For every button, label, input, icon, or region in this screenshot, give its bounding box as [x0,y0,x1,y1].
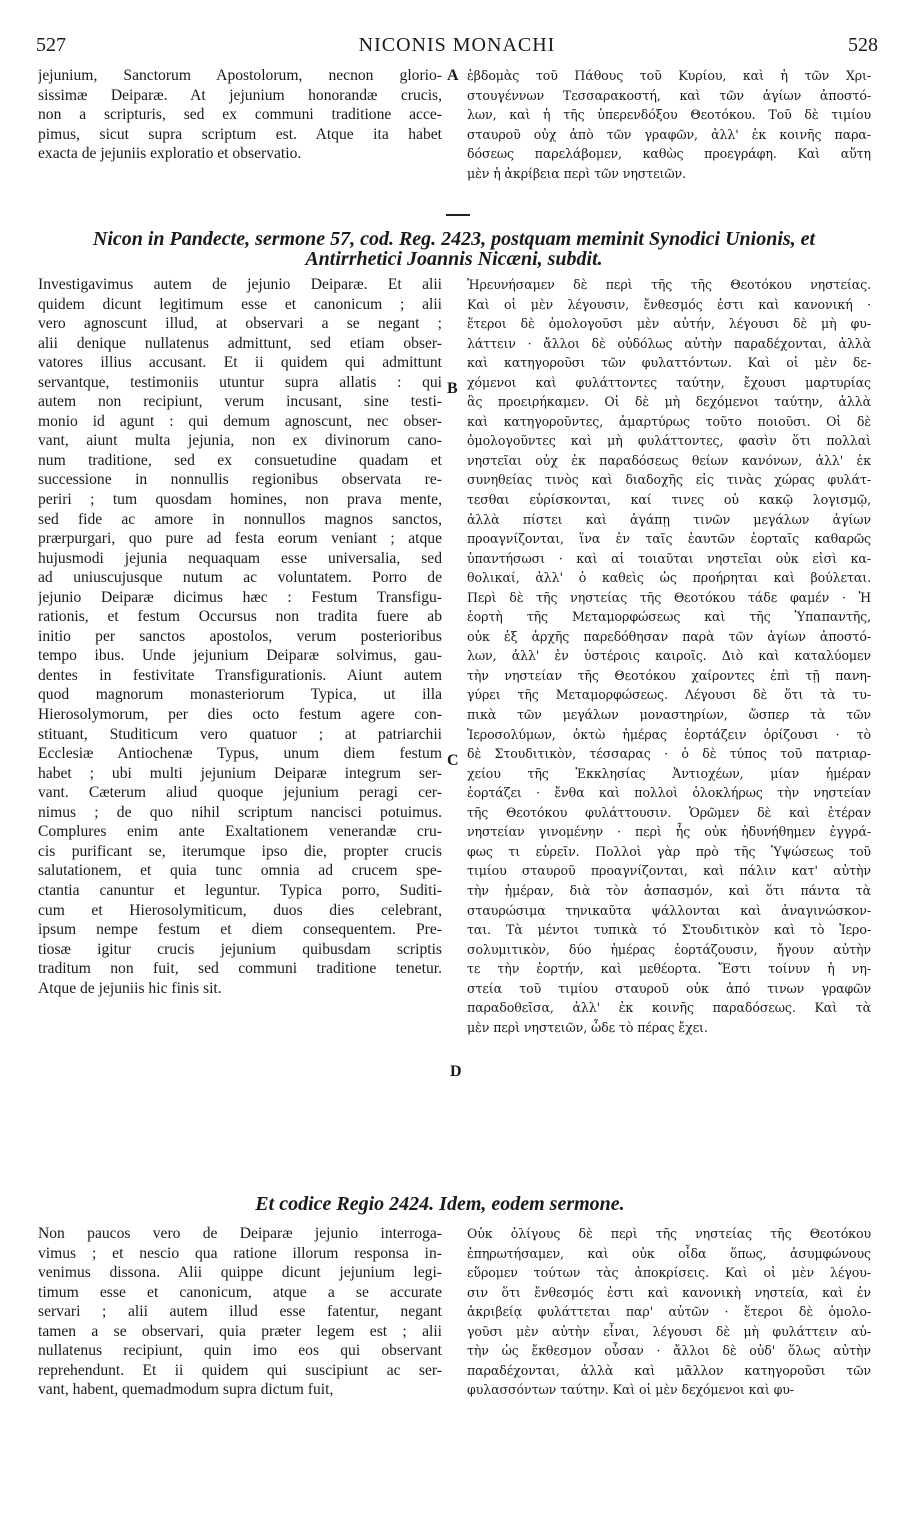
text-line: χείου τῆς Ἐκκλησίας Ἀντιοχέων, μίαν ἡμέραν [467,765,871,781]
text-line: sed fide ac amore in nonnullos magnos sanctos, [38,510,442,528]
text-line: exacta de jejuniis exploratio et observatio. [38,145,302,163]
text-line: ctantia canuntur et leguntur. Typica porro, Suditi- [38,881,442,899]
text-line: εὕρομεν τούτων τὰς ἀποκρίσεις. Καὶ οἱ μὲν λέγου- [467,1265,871,1281]
text-line: ὁμολογοῦντες καὶ μὴ φυλάττοντες, φασὶν ὅτι πολλαὶ [467,433,871,449]
text-line: vero agnoscunt illud, at observari a se negant ; [38,315,442,333]
section3-latin-column [38,1224,442,1400]
text-line: ipsum nempe festum et diem consequentem. Pre- [38,921,442,939]
page-number-right: 528 [848,34,878,56]
section2-greek-column [467,275,871,1037]
text-line: φυλασσόντων ταύτην. Καὶ οἱ μὲν δεχόμενοι καὶ φυ- [467,1382,795,1398]
text-line: δὲ Στουδιτικὸν, τέσσαρας · ὁ δὲ τύπος τοῦ πατριαρ- [467,746,871,762]
text-line: vant, aiunt multa jejunia, non ex divinorum cano- [38,432,442,450]
text-line: Non paucos vero de Deiparæ jejunio interroga- [38,1225,442,1242]
text-line: rationis, et festum Occursus non tradita fuere ab [38,608,442,626]
text-line: χόμενοι καὶ φυλάττοντες ταύτην, ἔχουσι μαρτυρίας [467,374,871,390]
section-title-1: Nicon in Pandecte, sermone 57, cod. Reg. 2423, postquam meminit Synodici Unionis, et [92,228,816,250]
text-line: μὲν ἡ ἀκρίβεια περὶ τῶν νηστειῶν. [467,165,687,181]
section1-latin-column [38,66,442,164]
margin-marker-d: D [450,1063,462,1080]
text-line: οὐκ ἐξ ἀρχῆς παρεδόθησαν παρὰ τῶν ἁγίων ἀποστό- [467,628,871,644]
text-line: ἑορτὴ τῆς Μεταμορφώσεως καὶ τῆς Ὑπαπαντῆς, [467,609,871,625]
text-line: initio per sanctos apostolos, verum posterioribus [38,627,442,645]
text-line: quod magnorum monasteriorum Typica, ut illa [38,686,442,704]
text-line: παραδοθεῖσα, ἀλλ' ἐκ κοινῆς παραδόσεως. Καὶ τὰ [467,1000,871,1016]
text-line: γύρει τῆς Μεταμορφώσεως. Λέγουσι δὲ ὅτι τὰ τυ- [467,687,871,703]
text-line: τῆς Θεοτόκου φυλάττουσιν. Ὁρῶμεν δὲ καὶ ἑτέραν [467,804,871,820]
text-line: num traditione, sed ex consuetudine quadam et [38,451,442,469]
text-line: periri ; tum quosdam homines, non prava mente, [38,491,442,509]
text-line: προαγνίζονται, ἵνα ἐν ταῖς ἑαυτῶν ἑορταῖς καθαρῶς [467,531,871,547]
margin-marker-c: C [447,752,459,769]
text-line: Καὶ οἱ μὲν λέγουσιν, ἔνθεσμός ἐστι καὶ κανονική · [467,296,871,312]
text-line: vant, habent, quemadmodum supra dictum fuit, [38,1381,334,1399]
text-line: nimus ; de quo nihil scriptum nancisci potuimus. [38,803,442,821]
text-line: λάττειν · ἄλλοι δὲ οὐδόλως αὐτὴν παραδέχονται, ἀλλὰ [467,335,871,351]
text-line: Atque de jejuniis hic finis sit. [38,979,222,997]
text-line: ται. Τὰ μέντοι τυπικὰ τό Στουδιτικὸν καὶ τὸ Ἱερο- [467,922,871,938]
text-line: stituant, Studiticum vero quatuor ; at patriarchii [38,725,442,743]
text-line: jejunio Deiparæ dicimus hæc : Festum Transfigu- [38,588,442,606]
text-line: φως τι εὑρεῖν. Πολλοὶ γὰρ πρὸ τῆς Ὑψώσεως τοῦ [467,843,871,859]
text-line: ἀλλὰ πίστει καὶ ἀγάπῃ τινῶν μεγάλων ἁγίων [467,511,871,527]
text-line: Hierosolymorum, per dies octo festum agere con- [38,706,442,724]
text-line: σταυροῦ οὐχ ἀπὸ τῶν γραφῶν, ἀλλ' ἐκ κοινῆς παρα- [467,126,871,142]
text-line: σταυρώσιμα τηνικαῦτα ψάλλονται καὶ ἀναγινώσκον- [467,902,871,918]
text-line: non a scripturis, sed ex communi traditione acce- [38,106,442,124]
text-line: ἃς προειρήκαμεν. Οἱ δὲ μὴ δεχόμενοι ταύτην, ἀλλὰ [467,394,871,410]
text-line: Οὐκ ὀλίγους δὲ περὶ τῆς νηστείας τῆς Θεοτόκου [467,1226,871,1241]
text-line: Ecclesiæ Antiochenæ Typus, unum diem festum [38,745,442,763]
text-line: στουγέννων Τεσσαρακοστή, καὶ τῶν ἁγίων ἀποστό- [467,87,871,103]
text-line: μὲν περὶ νηστειῶν, ὧδε τὸ πέρας ἔχει. [467,1019,708,1035]
text-line: στεία τοῦ τιμίου σταυροῦ οὐκ ἀπό τινων γραφῶν [467,980,871,996]
text-line: tiosæ igitur crucis jejunium quibusdam scriptis [38,940,442,958]
text-line: monio id agunt : qui demum agnoscunt, nec obser- [38,412,442,430]
section1-greek-column [467,66,871,183]
text-line: ἑβδομὰς τοῦ Πάθους τοῦ Κυρίου, καὶ ἡ τῶν Χρι- [467,68,871,83]
text-line: tamen a se observari, quia præter legem est ; alii [38,1322,442,1340]
text-line: Περὶ δὲ τῆς νηστείας τῆς Θεοτόκου τάδε φαμέν · Ἡ [467,589,871,605]
text-line: λων, καὶ ἡ τῆς ὑπερενδόξου Θεοτόκου. Τοῦ δὲ τιμίου [467,107,871,123]
text-line: vatores illius accusant. Et ii quidem qui admittunt [38,354,442,372]
running-title: NICONIS MONACHI [358,34,556,56]
text-line: quidem dicunt legitimum esse et canonicum ; alii [38,295,442,313]
text-line: habet ; ubi multi jejunium Deiparæ integrum ser- [38,764,442,782]
text-line: sissimæ Deiparæ. At jejunium honorandæ crucis, [38,86,442,104]
text-line: θολικαί, ἀλλ' ὁ καθεὶς ὡς προήρηται καὶ βούλεται. [467,570,871,586]
text-line: καὶ κατηγοροῦσι τῶν φυλαττόντων. Καὶ οἱ μὲν δε- [467,355,871,371]
running-header [36,34,878,62]
section2-latin-column [38,275,442,998]
page-number-left: 527 [36,34,66,56]
text-line: cis purificant se, iterumque ipso die, propter crucis [38,842,442,860]
text-line: Complures enim ante Exaltationem venerandæ cru- [38,823,442,841]
text-line: σολυμιτικὸν, δύο ἡμέρας ἑορτάζουσιν, ἤγουν αὐτὴν [467,941,871,957]
text-line: τὴν νηστείαν τῆς Θεοτόκου χαίροντες ἐπὶ τῇ πανη- [467,667,871,683]
text-line: Investigavimus autem de jejunio Deiparæ. Et alii [38,276,442,293]
text-line: servantque, testimoniis utuntur supra allatis : qui [38,373,442,391]
text-line: cum et Hierosolymiticum, duos dies celebrant, [38,901,442,919]
text-line: δόσεως παρελάβομεν, καθὼς προεγράφη. Καὶ αὕτη [467,146,871,162]
text-line: τιμίου σταυροῦ προαγνίζονται, καὶ πάλιν κατ' αὐτὴν [467,863,871,879]
text-line: vant. Cæterum aliud quoque jejunium peragi cer- [38,784,442,802]
text-line: venimus dissona. Alii quippe dicunt jejunium legi- [38,1264,442,1282]
text-line: servari ; alii autem illud esse fatentur, negant [38,1303,442,1321]
text-line: ἀκριβείᾳ φυλάττεται παρ' αὐτῶν · ἕτεροι δὲ ὁμολο- [467,1304,871,1320]
text-line: ἐπηρωτήσαμεν, καὶ οὐκ οἶδα ὅπως, ἀσυμφώνους [467,1245,871,1261]
text-line: reprehendunt. Et ii quidem qui suscipiunt ac ser- [38,1361,442,1379]
text-line: καὶ κατηγοροῦντες, ἀμαρτύρως τοῦτο ποιοῦσι. Οἱ δὲ [467,413,871,429]
text-line: Ἱεροσολύμων, ὀκτὼ ἡμέρας ἑορτάζειν ὁρίζουσι · τὸ [467,726,871,742]
text-line: παραδέχονται, ἀλλὰ καὶ μᾶλλον κατηγοροῦσι τῶν [467,1362,871,1378]
section3-greek-column [467,1224,871,1400]
text-line: λων, ἀλλ' ἐν ὑστέροις καιροῖς. Διὸ καὶ καταλύομεν [467,648,871,664]
text-line: σιν ὅτι ἔνθεσμός ἐστι καὶ κανονικὴ νηστεία, καὶ ἐν [467,1284,871,1300]
text-line: successione in nonnullis regionibus observata re- [38,471,442,489]
text-line: pimus, sicut supra scriptum est. Atque ita habet [38,125,442,143]
text-line: ὑπαντήσωσι · καὶ αἱ τοιαῦται νηστεῖαι οὐκ εἰσὶ κα- [467,550,871,566]
text-line: πικὰ τῶν μεγάλων μοναστηρίων, ὥσπερ τὰ τῶν [467,707,871,723]
text-line: vimus ; et nescio qua ratione illorum responsa in- [38,1244,442,1262]
text-line: τὴν ἡμέραν, διὰ τὸν ἀσπασμόν, καὶ ὅτι πάντα τὰ [467,882,871,898]
text-line: prærpurgari, quo pure ad festa eorum veniant ; atque [38,530,442,548]
text-line: τεσθαι εὑρίσκονται, καί τινες οὐ κακῷ λογισμῷ, [467,492,871,508]
text-line: Ἠρευνήσαμεν δὲ περὶ τῆς τῆς Θεοτόκου νηστείας. [467,277,871,292]
text-line: autem non recipiunt, verum incusant, sine testi- [38,393,442,411]
text-line: τὴν ὡς ἔκθεσμον οὖσαν · ἄλλοι δὲ οὐδ' ὅλως αὐτὴν [467,1343,871,1359]
text-line: ἕτεροι δὲ ὁμολογοῦσι μὲν αὐτήν, λέγουσι δὲ μὴ φυ- [467,316,871,332]
text-line: jejunium, Sanctorum Apostolorum, necnon glorio- [38,67,442,84]
text-line: νηστεῖαι οὐχ ἐκ παραδόσεως θείων κανόνων, ἀλλ' ἐκ [467,452,871,468]
section-title-2: Et codice Regio 2424. Idem, eodem sermone. [255,1193,625,1215]
text-line: ἑορτάζει · ἔνθα καὶ πολλοὶ ὁλοκλήρως τὴν νηστείαν [467,785,871,801]
section-title-1-cont: Antirrhetici Joannis Nicæni, subdit. [305,248,603,270]
text-line: alii denique nullatenus admittunt, sed etiam obser- [38,334,442,352]
text-line: tempo ibus. Unde jejunium Deiparæ solvimus, gau- [38,647,442,665]
text-line: traditum non fuit, sed communi traditione tenetur. [38,960,442,978]
margin-marker-a: A [447,67,459,84]
text-line: νηστείαν γινομένην · περὶ ἧς οὐκ ἠδυνήθημεν ἐγγρά- [467,824,871,840]
text-line: salutationem, et quia tunc omnia ad crucem spe- [38,862,442,880]
text-line: γοῦσι μὲν αὐτὴν εἶναι, λέγουσι δὲ μὴ φυλάττειν αὐ- [467,1323,871,1339]
text-line: nullatenus recipiunt, quin imo eos qui observant [38,1342,442,1360]
text-line: τε τὴν ἑορτήν, καὶ μεθέορτα. Ἔστι τοίνυν ἡ νη- [467,961,871,977]
text-line: συνηθείας τινὸς καὶ διαδοχῆς εἰς τινὰς χώρας φυλάτ- [467,472,871,488]
text-line: ad uniuscujusque nutum ac voluntatem. Porro de [38,569,442,587]
section-divider [446,214,470,216]
text-line: timum esse et canonicum, atque a se accurate [38,1283,442,1301]
text-line: hujusmodi jejunia nequaquam esse universalia, sed [38,549,442,567]
text-line: dentes in festivitate Transfigurationis. Aiunt autem [38,666,442,684]
margin-marker-b: B [447,380,458,397]
